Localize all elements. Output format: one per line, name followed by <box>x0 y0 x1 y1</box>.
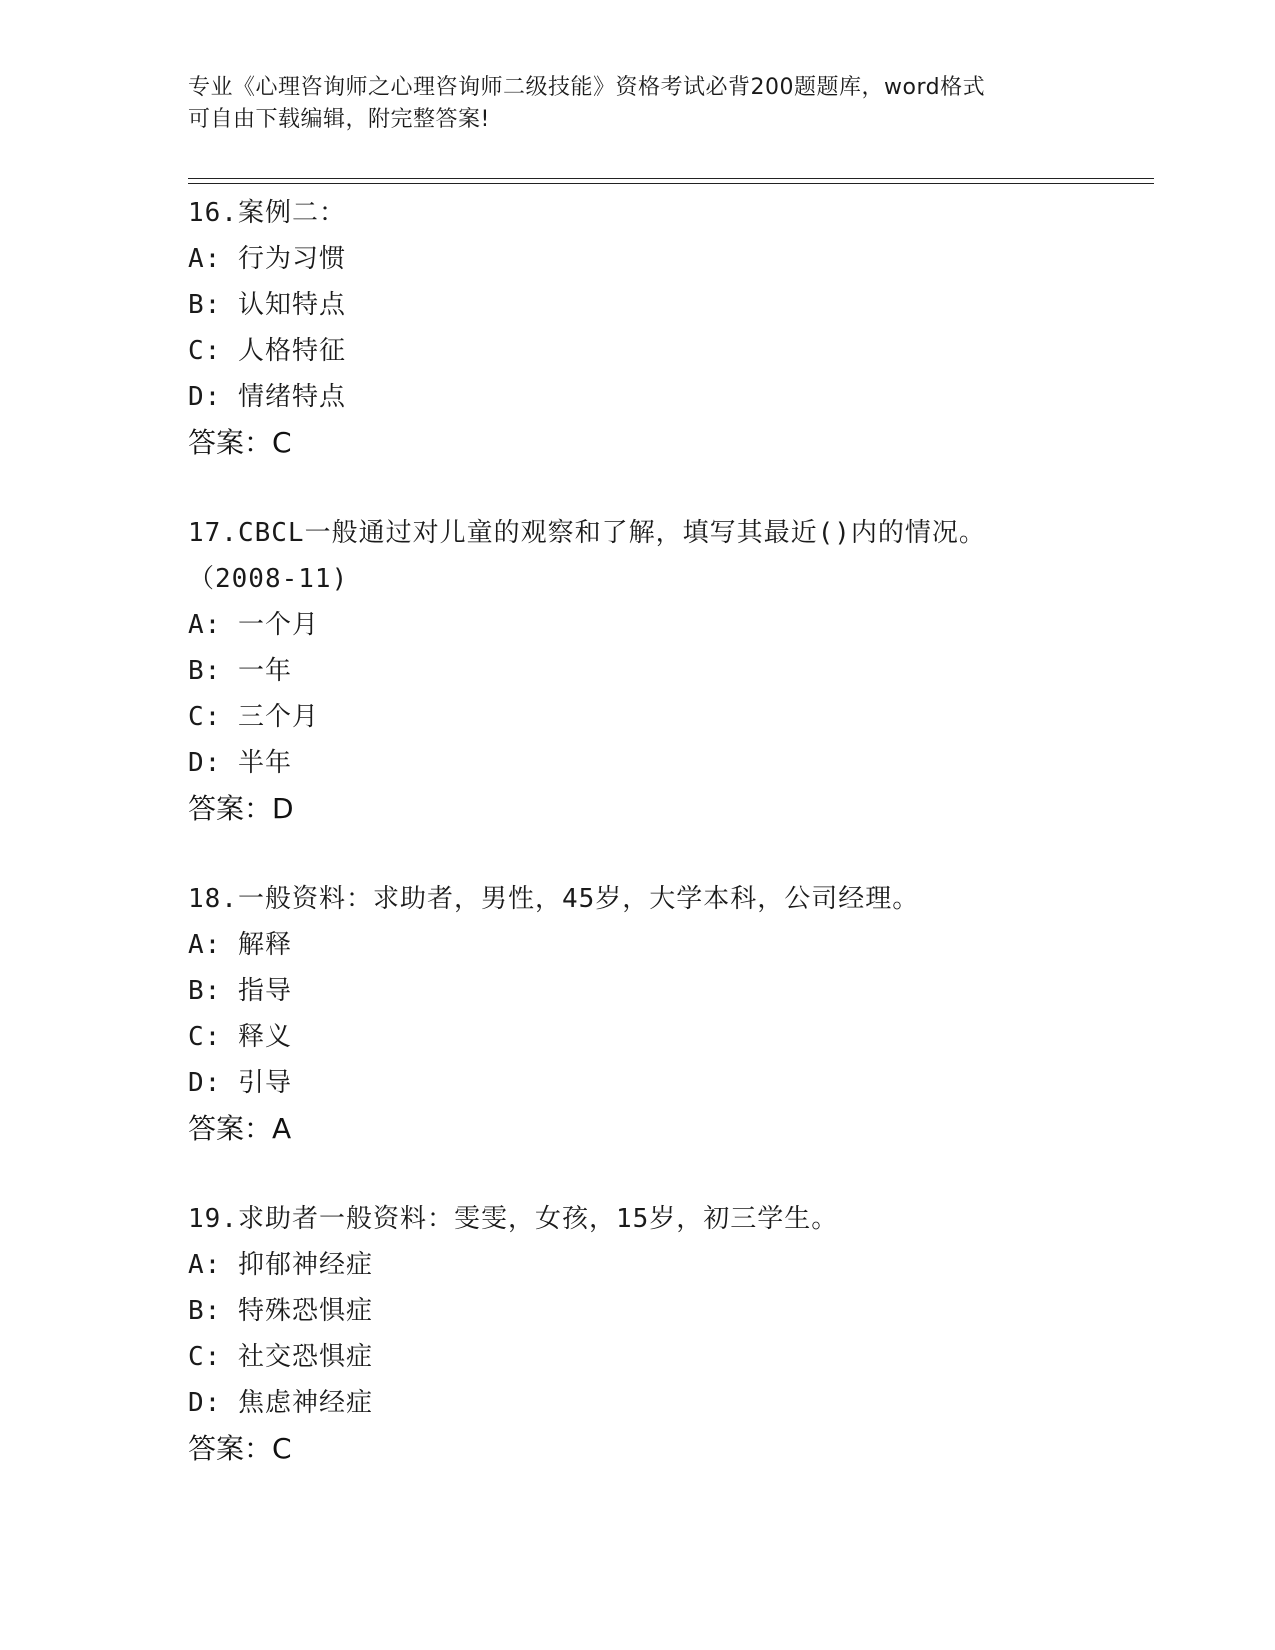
header-divider-top <box>188 178 1154 179</box>
answer-label: 答案：A <box>188 1112 292 1145</box>
option-c: C: 释义 <box>188 1022 292 1052</box>
question-17 <box>188 510 1148 832</box>
option-b: B: 一年 <box>188 656 292 686</box>
question-18 <box>188 876 1148 1152</box>
option-a: A: 行为习惯 <box>188 244 346 274</box>
option-d: D: 引导 <box>188 1068 292 1098</box>
question-stem: 19.求助者一般资料：雯雯，女孩，15岁，初三学生。 <box>188 1204 839 1234</box>
option-c: C: 三个月 <box>188 702 319 732</box>
header-line-1: 专业《心理咨询师之心理咨询师二级技能》资格考试必背200题题库，word格式 <box>188 75 986 100</box>
option-a: A: 一个月 <box>188 610 319 640</box>
option-d: D: 情绪特点 <box>188 382 346 412</box>
answer-label: 答案：C <box>188 426 292 459</box>
option-a: A: 解释 <box>188 930 292 960</box>
option-d: D: 半年 <box>188 748 292 778</box>
question-stem: 18.一般资料：求助者，男性，45岁，大学本科，公司经理。 <box>188 884 920 914</box>
option-d: D: 焦虑神经症 <box>188 1388 373 1418</box>
question-list <box>188 190 1148 1516</box>
option-b: B: 特殊恐惧症 <box>188 1296 373 1326</box>
option-c: C: 社交恐惧症 <box>188 1342 373 1372</box>
question-16 <box>188 190 1148 466</box>
option-b: B: 指导 <box>188 976 292 1006</box>
option-c: C: 人格特征 <box>188 336 346 366</box>
header-line-2: 可自由下载编辑，附完整答案! <box>188 107 490 132</box>
question-stem: 17.CBCL一般通过对儿童的观察和了解，填写其最近()内的情况。（2008-11) <box>188 518 986 594</box>
question-stem: 16.案例二： <box>188 198 346 228</box>
option-a: A: 抑郁神经症 <box>188 1250 373 1280</box>
answer-label: 答案：D <box>188 792 294 825</box>
document-header <box>188 72 1068 136</box>
header-divider-bottom <box>188 183 1154 184</box>
question-19 <box>188 1196 1148 1472</box>
answer-label: 答案：C <box>188 1432 292 1465</box>
option-b: B: 认知特点 <box>188 290 346 320</box>
